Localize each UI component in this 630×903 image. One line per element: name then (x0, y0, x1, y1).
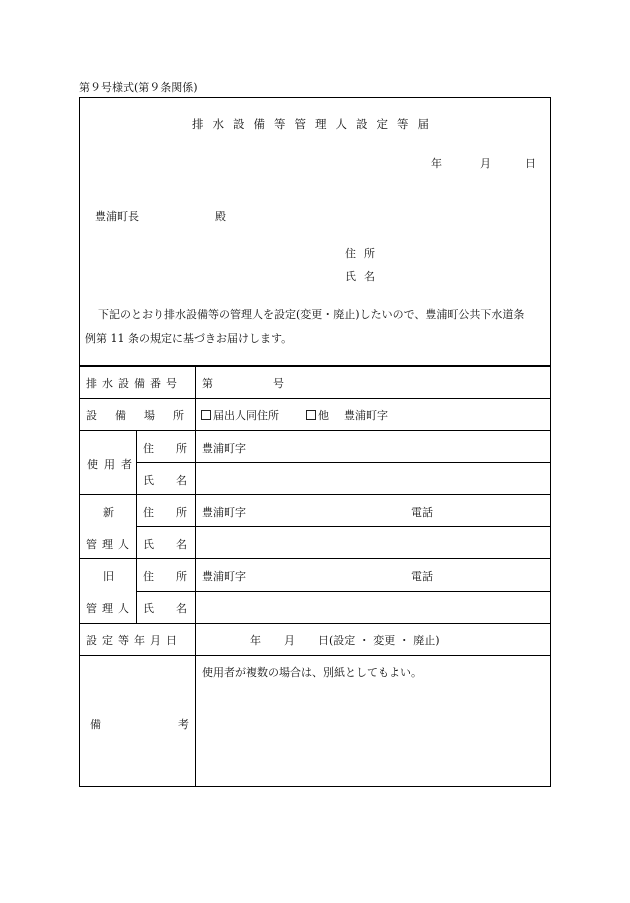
new-manager-label-1: 新 (103, 506, 114, 519)
facility-number-label: 排水設備番号 (86, 377, 182, 390)
old-manager-label-1: 旧 (103, 570, 114, 583)
user-address-label: 住所 (143, 442, 209, 455)
location-town: 豊浦町字 (344, 409, 388, 422)
user-name-label: 氏名 (143, 474, 209, 487)
date-day: 日 (525, 157, 536, 170)
addressee-name: 豊浦町長 (95, 210, 139, 223)
row-rule (136, 526, 550, 527)
checkbox-icon (306, 410, 316, 420)
remarks-note: 使用者が複数の場合は、別紙としてもよい。 (202, 666, 422, 679)
facility-number-suffix: 号 (273, 377, 284, 390)
applicant-address-label: 住所 (345, 247, 383, 260)
new-manager-phone-label: 電話 (411, 506, 433, 519)
new-manager-address-value[interactable]: 豊浦町字 (202, 506, 246, 519)
form-frame (79, 97, 551, 787)
old-manager-phone-label: 電話 (411, 570, 433, 583)
applicant-name-label: 氏名 (345, 270, 383, 283)
form-title: 排水設備等管理人設定等届 (192, 117, 438, 131)
new-manager-name-label: 氏名 (143, 538, 209, 551)
old-manager-name-label: 氏名 (143, 602, 209, 615)
row-rule (80, 398, 550, 399)
row-rule (80, 430, 550, 431)
row-rule (80, 558, 550, 559)
location-option-same-address[interactable]: 届出人同住所 (201, 407, 279, 423)
location-option-other[interactable]: 他 (306, 407, 329, 423)
date-year: 年 (431, 157, 442, 170)
form-number: 第９号様式(第９条関係) (79, 81, 198, 94)
new-manager-label-2: 管理人 (86, 538, 134, 551)
addressee-honorific: 殿 (215, 210, 226, 223)
user-label: 使用者 (87, 458, 138, 471)
row-rule (136, 462, 550, 463)
remarks-label-2: 考 (178, 718, 189, 731)
row-rule (80, 655, 550, 656)
set-date-month: 月 (284, 634, 295, 647)
date-month: 月 (480, 157, 491, 170)
statement-line-2: 例第 11 条の規定に基づきお届けします。 (85, 332, 293, 345)
set-date-label: 設定等年月日 (86, 634, 182, 647)
row-rule (80, 623, 550, 624)
remarks-label-1: 備 (90, 718, 101, 731)
user-address-value[interactable]: 豊浦町字 (202, 442, 246, 455)
row-rule (80, 494, 550, 495)
facility-number-prefix: 第 (202, 377, 213, 390)
facility-location-label: 設備場所 (86, 409, 202, 422)
set-date-year: 年 (250, 634, 261, 647)
statement-line-1: 下記のとおり排水設備等の管理人を設定(変更・廃止)したいので、豊浦町公共下水道条 (98, 308, 525, 321)
table-top-rule (80, 365, 550, 367)
new-manager-address-label: 住所 (143, 506, 209, 519)
checkbox-icon (201, 410, 211, 420)
row-rule (136, 591, 550, 592)
old-manager-address-label: 住所 (143, 570, 209, 583)
old-manager-address-value[interactable]: 豊浦町字 (202, 570, 246, 583)
old-manager-label-2: 管理人 (86, 602, 134, 615)
set-date-options: 日(設定 ・ 変更 ・ 廃止) (318, 634, 440, 647)
